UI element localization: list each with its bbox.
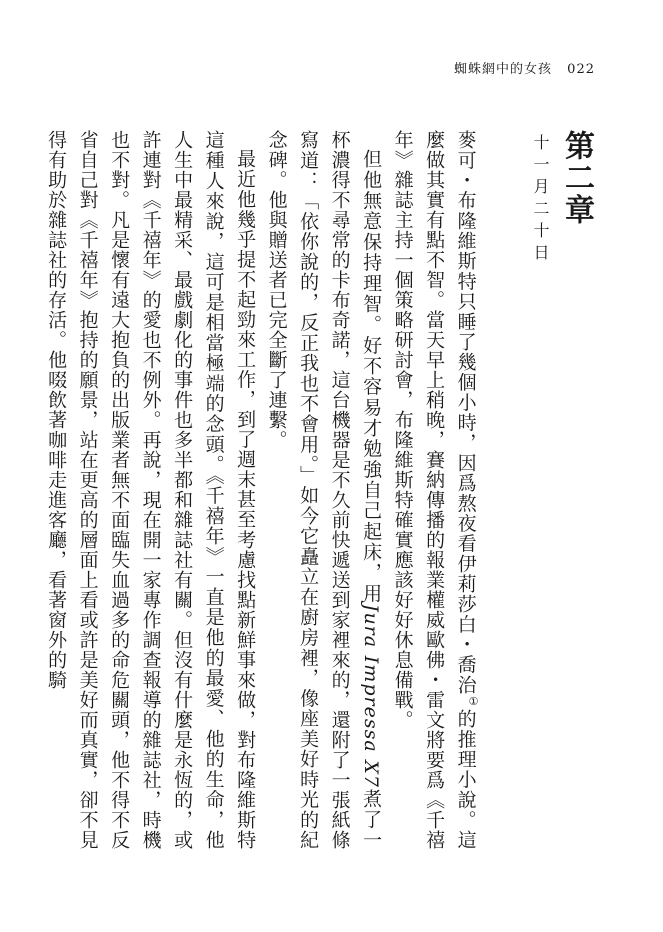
paragraph-2	[260, 130, 386, 850]
footnote-marker: ①	[467, 694, 480, 709]
chapter-date: 十一月二十日	[531, 134, 550, 266]
paragraph-1-text-a: 麥可・布隆維斯特只睡了幾個小時，因爲熬夜看伊莉莎白・喬治	[454, 130, 477, 695]
paragraph-1	[386, 130, 489, 850]
paragraph-1-text-b: 的推理小說。這麼做其實有點不智。當天早上稍晚，賽納傳播的報業權威歐佛・雷文將要爲《千禧年》雜誌主持一個策略研討會，布隆維斯特確實應該好好休息備戰。	[391, 130, 477, 851]
chapter-title: 第二章	[559, 130, 594, 226]
coffee-machine-name: Jura Impressa X7	[360, 603, 383, 788]
paragraph-3: 最近他幾乎提不起勁來工作，到了週末甚至考慮找點新鮮事來做，對布隆維斯特這種人來說，這可是相當極端的念頭。《千禧年》一直是他的最愛、他的生命，他人生中最精采、最戲劇化的事件也多半都和雜誌社有關。但沒有什麼是永恆的，或許連對《千禧年》的愛也不例外。再說，現在開一家專作調查報導的雜誌社，時機也不對。凡是懷有遠大抱負的出版業者無不面臨失血過多的命危關頭，他不得不反省自己對《千禧年》抱持的願景，站在更高的層面上看或許是美好而真實，卻不見得有助於雜誌社的存活。他啜飲著咖啡走進客廳，看著窗外的騎	[45, 130, 257, 850]
running-header	[454, 58, 595, 77]
page-number: 022	[567, 62, 595, 77]
paragraph-2-text-b: 煮了一杯濃得不尋常的卡布奇諾，這台機器是不久前快遞送到家裡來的，還附了一張紙條寫道：「依你說的，反正我也不會用。」如今它矗立在廚房裡，像座美好時光的紀念碑。他與贈送者已完全斷了連繫。	[265, 130, 383, 851]
book-title: 蜘蛛網中的女孩	[454, 62, 553, 77]
paragraph-2-text-a: 但他無意保持理智。好不容易才勉強自己起床，用	[360, 149, 383, 604]
vertical-text-block	[45, 130, 595, 851]
